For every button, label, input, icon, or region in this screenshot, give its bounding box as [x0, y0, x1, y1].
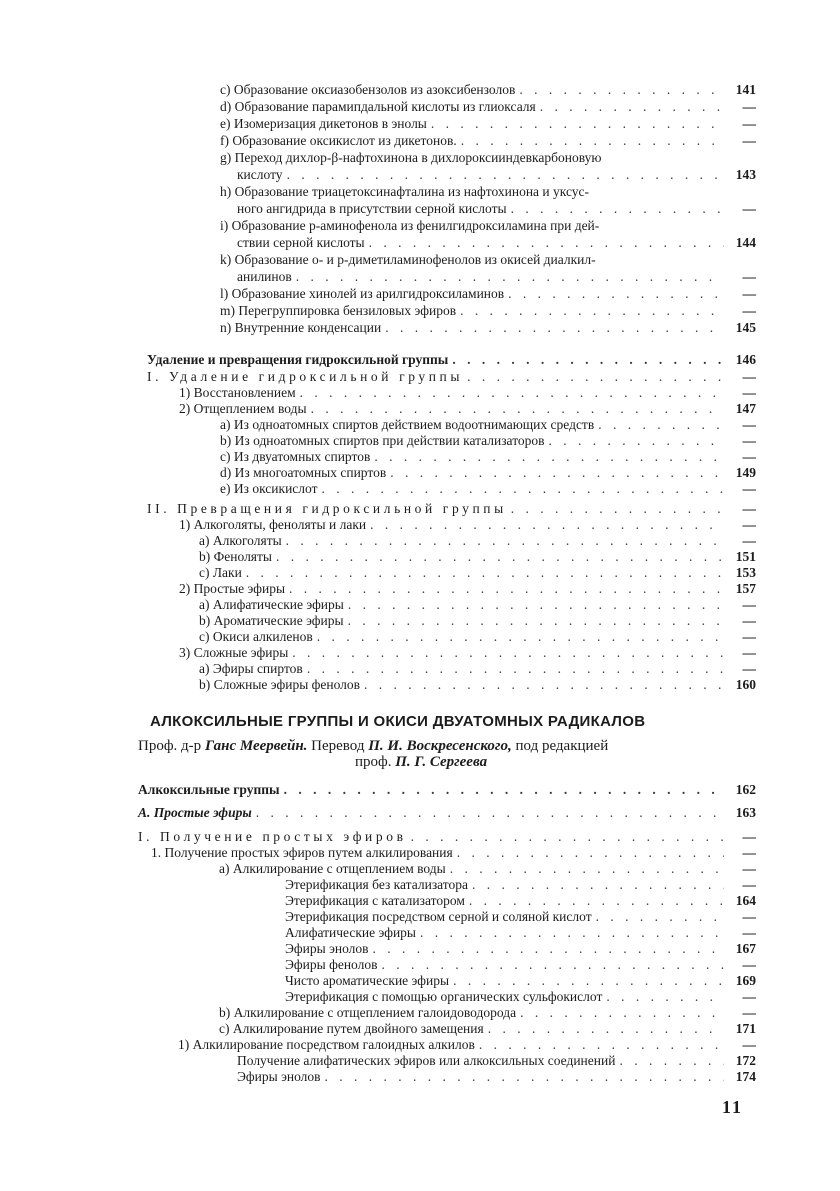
dot-leader	[411, 829, 724, 845]
toc-entry: d) Образование парамипдальной кислоты из глиоксаля . . . —	[220, 99, 756, 115]
dot-leader	[598, 417, 724, 433]
toc-entry: 2) Отщеплением воды . . . 147	[179, 401, 756, 417]
dot-leader	[452, 352, 724, 368]
toc-entry: II. Превращения гидроксильной группы . . . —	[147, 501, 756, 517]
toc-section-heading: А. Простые эфиры . . . 163	[138, 805, 756, 821]
toc-entry-line: k) Образование o- и p-диметиламинофенолов из окисей диалкил-	[220, 252, 596, 267]
dot-leader	[457, 845, 724, 861]
dot-leader	[472, 877, 724, 893]
dot-leader	[488, 1021, 724, 1037]
dot-leader	[287, 167, 724, 183]
toc-entry: b) Ароматические эфиры . . . —	[199, 613, 756, 629]
dot-leader	[325, 1069, 724, 1085]
dot-leader	[469, 893, 724, 909]
toc-entry: Эфиры фенолов . . . —	[285, 957, 756, 973]
dot-leader	[549, 433, 724, 449]
toc-entry: c) Окиси алкиленов . . . —	[199, 629, 756, 645]
toc-entry: Эфиры энолов . . . 174	[237, 1069, 756, 1085]
toc-entry: b) Из одноатомных спиртов при действии катализаторов . . . —	[220, 433, 756, 449]
dot-leader	[246, 565, 724, 581]
dot-leader	[390, 465, 724, 481]
dot-leader	[307, 661, 724, 677]
toc-entry: l) Образование хинолей из арилгидроксиламинов . . . —	[220, 286, 756, 302]
toc-entry: b) Феноляты . . . 151	[199, 549, 756, 565]
toc-entry: кислоту . . . 143	[237, 167, 756, 183]
dot-leader	[385, 320, 724, 336]
toc-entry: a) Из одноатомных спиртов действием водоотнимающих средств . . . —	[220, 417, 756, 433]
dot-leader	[381, 957, 724, 973]
toc-section-heading: Алкоксильные группы . . . 162	[138, 782, 756, 798]
toc-entry: a) Алифатические эфиры . . . —	[199, 597, 756, 613]
toc-entry: Чисто ароматические эфиры . . . 169	[285, 973, 756, 989]
toc-entry: анилинов . . . —	[237, 269, 756, 285]
toc-entry-line: h) Образование триацетоксинафталина из нафтохинона и уксус-	[220, 184, 590, 199]
dot-leader	[479, 1037, 724, 1053]
toc-entry-line: g) Переход дихлор-β-нафтохинона в дихлороксииндевкарбоновую	[220, 150, 602, 165]
toc-entry: ствии серной кислоты . . . 144	[237, 235, 756, 251]
toc-entry: f) Образование оксикислот из дикетонов. . . . —	[220, 133, 756, 149]
toc-entry: I. Удаление гидроксильной группы . . . —	[147, 369, 756, 385]
toc-entry: a) Алкилирование с отщеплением воды . . . —	[219, 861, 756, 877]
dot-leader	[540, 99, 724, 115]
dot-leader	[369, 235, 724, 251]
toc-entry: c) Из двуатомных спиртов . . . —	[220, 449, 756, 465]
toc-entry: c) Алкилирование путем двойного замещения . . . 171	[219, 1021, 756, 1037]
dot-leader	[431, 116, 724, 132]
toc-entry: b) Алкилирование с отщеплением галоидоводорода . . . —	[219, 1005, 756, 1021]
dot-leader	[467, 369, 724, 385]
toc-entry: 1) Алкоголяты, феноляты и лаки . . . —	[179, 517, 756, 533]
dot-leader	[373, 941, 724, 957]
toc-entry: Алифатические эфиры . . . —	[285, 925, 756, 941]
dot-leader	[348, 613, 724, 629]
dot-leader	[519, 82, 724, 98]
editor-line: проф. П. Г. Сергеева	[355, 754, 488, 770]
chapter-title: АЛКОКСИЛЬНЫЕ ГРУППЫ И ОКИСИ ДВУАТОМНЫХ РАДИКАЛОВ	[150, 713, 646, 730]
toc-entry: 1) Восстановлением . . . —	[179, 385, 756, 401]
dot-leader	[284, 782, 724, 798]
page-number: 11	[722, 1097, 744, 1117]
toc-entry: 1. Получение простых эфиров путем алкилирования . . . —	[151, 845, 756, 861]
toc-entry: e) Изомеризация дикетонов в энолы . . . —	[220, 116, 756, 132]
toc-entry: I. Получение простых эфиров . . . —	[138, 829, 756, 845]
toc-entry-line: i) Образование p-аминофенола из фенилгидроксиламина при дей-	[220, 218, 600, 233]
authors-line: Проф. д-р Ганс Меервейн. Перевод П. И. Воскресенского, под редакцией	[138, 738, 609, 754]
toc-entry: ного ангидрида в присутствии серной кислоты . . . —	[237, 201, 756, 217]
toc-entry: Этерификация без катализатора . . . —	[285, 877, 756, 893]
dot-leader	[511, 501, 724, 517]
dot-leader	[619, 1053, 724, 1069]
dot-leader	[596, 909, 724, 925]
dot-leader	[311, 401, 724, 417]
dot-leader	[420, 925, 724, 941]
toc-entry: Этерификация с катализатором . . . 164	[285, 893, 756, 909]
dot-leader	[300, 385, 724, 401]
dot-leader	[370, 517, 724, 533]
dot-leader	[289, 581, 724, 597]
toc-entry: n) Внутренние конденсации . . . 145	[220, 320, 756, 336]
dot-leader	[520, 1005, 724, 1021]
toc-entry: 3) Сложные эфиры . . . —	[179, 645, 756, 661]
dot-leader	[461, 133, 724, 149]
toc-entry: m) Перегруппировка бензиловых эфиров . . . —	[220, 303, 756, 319]
toc-entry: c) Лаки . . . 153	[199, 565, 756, 581]
toc-section-heading: Удаление и превращения гидроксильной группы . . . 146	[147, 352, 756, 368]
dot-leader	[296, 269, 724, 285]
dot-leader	[286, 533, 724, 549]
dot-leader	[256, 805, 724, 821]
toc-entry: Этерификация посредством серной и соляной кислот . . . —	[285, 909, 756, 925]
dot-leader	[322, 481, 725, 497]
toc-entry: a) Эфиры спиртов . . . —	[199, 661, 756, 677]
dot-leader	[374, 449, 724, 465]
dot-leader	[460, 303, 724, 319]
dot-leader	[508, 286, 724, 302]
dot-leader	[511, 201, 724, 217]
toc-entry: a) Алкоголяты . . . —	[199, 533, 756, 549]
dot-leader	[606, 989, 724, 1005]
dot-leader	[317, 629, 724, 645]
dot-leader	[348, 597, 724, 613]
toc-entry: b) Сложные эфиры фенолов . . . 160	[199, 677, 756, 693]
toc-entry: 2) Простые эфиры . . . 157	[179, 581, 756, 597]
toc-entry: e) Из оксикислот . . . —	[220, 481, 756, 497]
toc-entry: Получение алифатических эфиров или алкоксильных соединений . . . 172	[237, 1053, 756, 1069]
toc-entry: Эфиры энолов . . . 167	[285, 941, 756, 957]
dot-leader	[292, 645, 724, 661]
dot-leader	[450, 861, 724, 877]
toc-entry: d) Из многоатомных спиртов . . . 149	[220, 465, 756, 481]
toc-entry: Этерификация с помощью органических сульфокислот . . . —	[285, 989, 756, 1005]
toc-entry: 1) Алкилирование посредством галоидных алкилов . . . —	[178, 1037, 756, 1053]
dot-leader	[364, 677, 724, 693]
toc-entry: c) Образование оксиазобензолов из азоксибензолов . . . 141	[220, 82, 756, 98]
dot-leader	[453, 973, 724, 989]
dot-leader	[276, 549, 724, 565]
